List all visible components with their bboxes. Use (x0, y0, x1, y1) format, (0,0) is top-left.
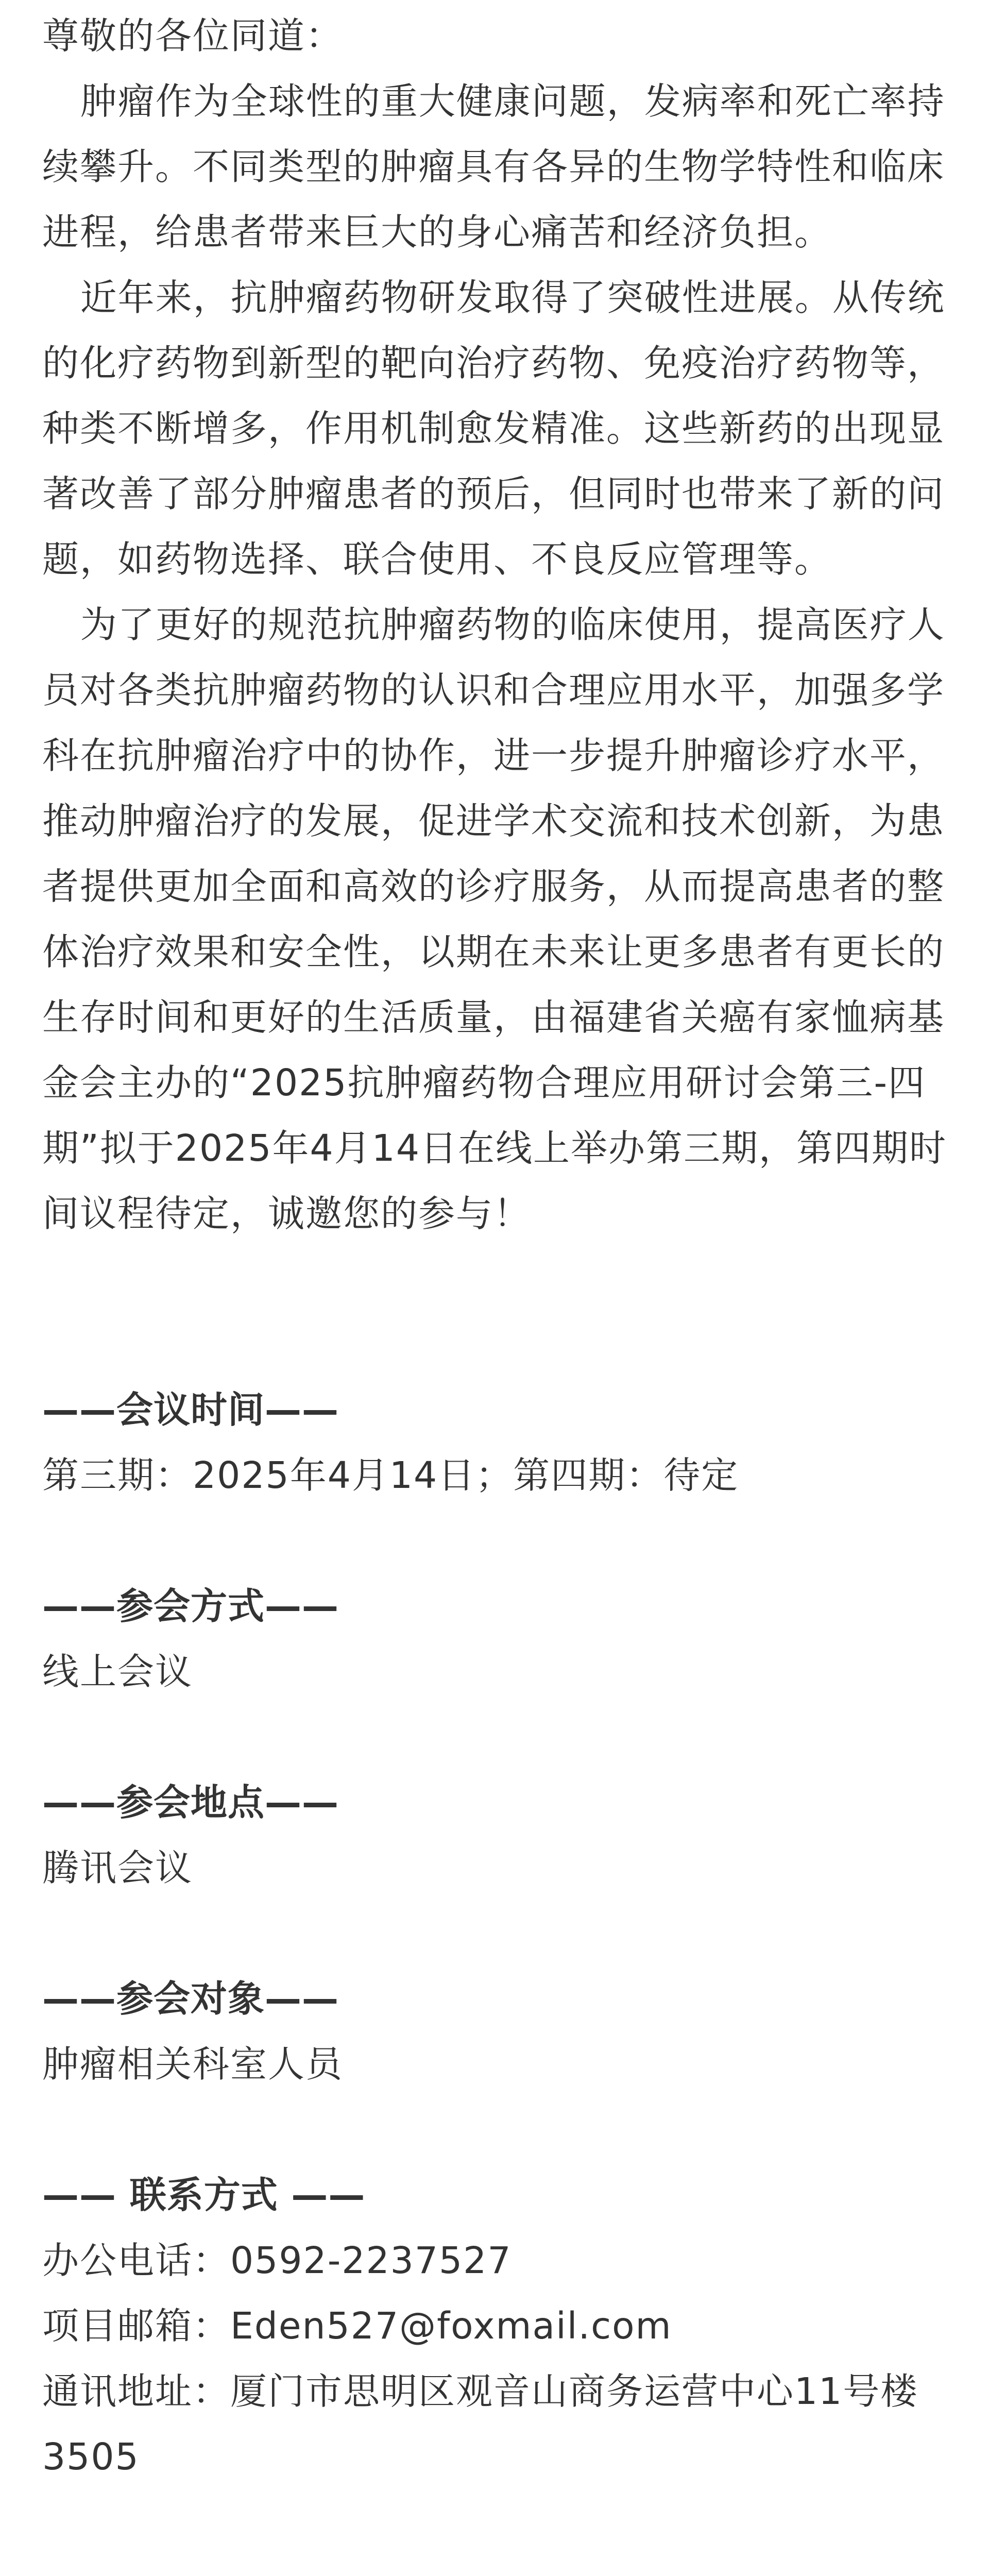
intro-paragraph-2 (42, 265, 947, 592)
contact-address-continued: 3505 (42, 2435, 140, 2478)
paragraph-line: 近年来，抗肿瘤药物研发取得了突破性进展。从传统 (42, 276, 945, 319)
paragraph-line: 著改善了部分肿瘤患者的预后，但同时也带来了新的问 (42, 472, 945, 515)
paragraph-line: 的化疗药物到新型的靶向治疗药物、免疫治疗药物等， (42, 342, 945, 384)
paragraph-line: 生存时间和更好的生活质量，由福建省关癌有家恤病基 (42, 996, 945, 1039)
paragraph-line: 进程，给患者带来巨大的身心痛苦和经济负担。 (42, 211, 832, 253)
contact-email: 项目邮箱：Eden527@foxmail.com (42, 2304, 672, 2347)
section-heading: ——会议时间—— (42, 1388, 339, 1431)
contact-phone: 办公电话：0592-2237527 (42, 2239, 512, 2282)
paragraph-line: 科在抗肿瘤治疗中的协作，进一步提升肿瘤诊疗水平， (42, 734, 945, 777)
section-audience (42, 1966, 947, 2097)
paragraph-line: 种类不断增多，作用机制愈发精准。这些新药的出现显 (42, 407, 945, 450)
section-heading: ——参会对象—— (42, 1977, 339, 2020)
section-heading: —— 联系方式 —— (42, 2174, 366, 2216)
invitation-document (0, 3, 989, 2576)
paragraph-line: 者提供更加全面和高效的诊疗服务，从而提高患者的整 (42, 865, 945, 908)
meeting-time-value: 第三期：2025年4月14日；第四期：待定 (42, 1454, 739, 1497)
audience-value: 肿瘤相关科室人员 (42, 2043, 344, 2086)
section-attendance-mode (42, 1573, 947, 1704)
section-heading: ——参会地点—— (42, 1781, 339, 1824)
paragraph-line: 员对各类抗肿瘤药物的认识和合理应用水平，加强多学 (42, 669, 945, 711)
greeting: 尊敬的各位同道： (42, 14, 344, 57)
paragraph-line: 体治疗效果和安全性，以期在未来让更多患者有更长的 (42, 930, 945, 973)
paragraph-line: 间议程待定，诚邀您的参与！ (42, 1192, 532, 1235)
intro-paragraph-3 (42, 592, 947, 1246)
section-contact (42, 2162, 947, 2489)
section-venue (42, 1770, 947, 1901)
section-meeting-time (42, 1377, 947, 1508)
paragraph-line: 肿瘤作为全球性的重大健康问题，发病率和死亡率持 (42, 80, 945, 123)
intro-paragraph-1 (42, 69, 947, 265)
contact-address: 通讯地址：厦门市思明区观音山商务运营中心11号楼 (42, 2370, 918, 2413)
paragraph-line: 续攀升。不同类型的肿瘤具有各异的生物学特性和临床 (42, 145, 945, 188)
section-heading: ——参会方式—— (42, 1585, 339, 1628)
paragraph-line: 金会主办的“2025抗肿瘤药物合理应用研讨会第三-四 (42, 1061, 926, 1104)
venue-value: 腾讯会议 (42, 1846, 193, 1889)
paragraph-line: 为了更好的规范抗肿瘤药物的临床使用，提高医疗人 (42, 603, 945, 646)
attendance-mode-value: 线上会议 (42, 1650, 193, 1693)
paragraph-line: 推动肿瘤治疗的发展，促进学术交流和技术创新，为患 (42, 800, 945, 842)
paragraph-line: 期”拟于2025年4月14日在线上举办第三期，第四期时 (42, 1127, 947, 1170)
paragraph-line: 题，如药物选择、联合使用、不良反应管理等。 (42, 538, 832, 581)
